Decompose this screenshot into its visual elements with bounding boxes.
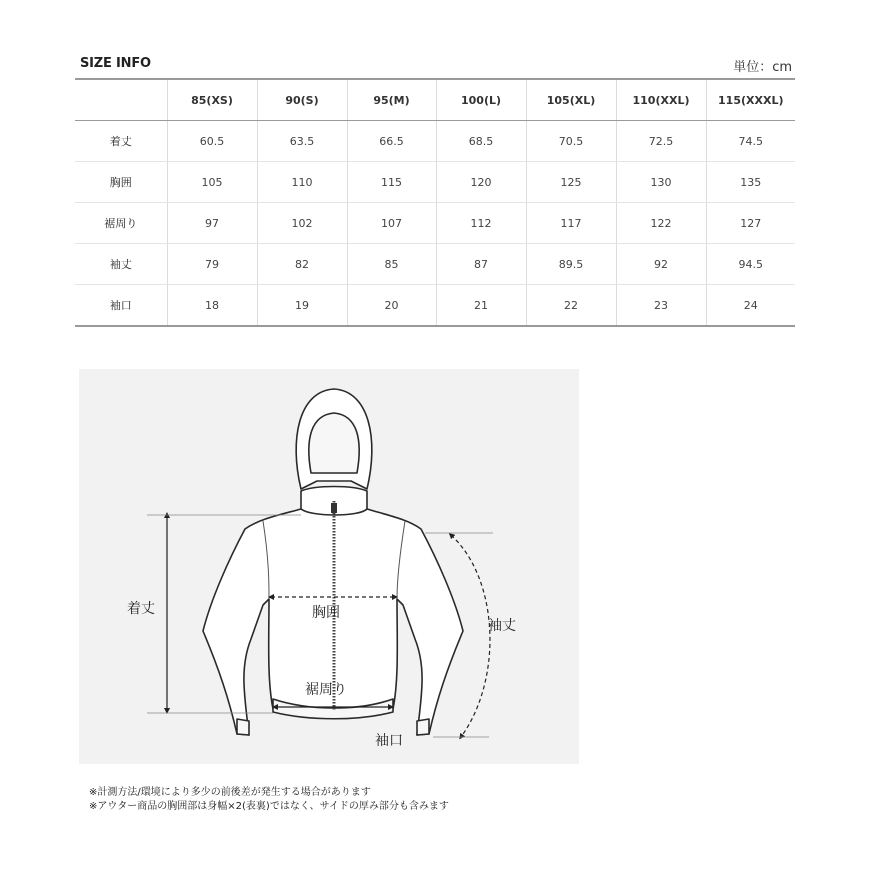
table-cell: 130	[616, 162, 706, 203]
table-row	[75, 285, 795, 327]
sleeve-label: 袖丈	[488, 618, 516, 634]
table-cell: 87	[436, 244, 526, 285]
length-label: 着丈	[127, 601, 155, 617]
hem-label: 裾周り	[305, 682, 347, 698]
table-cell: 135	[706, 162, 795, 203]
note-line: ※アウター商品の胸囲部は身幅×2(表裏)ではなく、サイドの厚み部分も含みます	[89, 801, 449, 812]
header-cell: 110(XXL)	[616, 79, 706, 121]
row-label: 袖口	[109, 299, 132, 312]
table-cell: 125	[526, 162, 616, 203]
unit-label: 単位：cm	[733, 60, 792, 75]
row-label: 袖丈	[75, 244, 167, 285]
header-cell: 85(XS)	[167, 79, 257, 121]
table-cell: 94.5	[706, 244, 795, 285]
cuff-label: 袖口	[375, 733, 403, 749]
table-cell: 72.5	[616, 121, 706, 162]
row-label: 裾周り	[75, 203, 167, 244]
header-cell: 100(L)	[436, 79, 526, 121]
size-info-title: SIZE INFO	[80, 56, 151, 71]
table-cell: 21	[436, 285, 526, 327]
table-cell: 117	[526, 203, 616, 244]
table-cell: 122	[616, 203, 706, 244]
table-row	[75, 203, 795, 244]
table-cell: 70.5	[526, 121, 616, 162]
table-cell: 60.5	[167, 121, 257, 162]
notes	[89, 786, 449, 814]
header-cell: 115(XXXL)	[706, 79, 795, 121]
table-cell: 89.5	[526, 244, 616, 285]
table-cell: 23	[616, 285, 706, 327]
table-cell: 20	[347, 285, 436, 327]
table-cell: 19	[257, 285, 347, 327]
table-cell: 82	[257, 244, 347, 285]
table-cell: 24	[706, 285, 795, 327]
table-row	[75, 162, 795, 203]
header-cell: 95(M)	[347, 79, 436, 121]
row-label: 胸囲	[75, 162, 167, 203]
table-cell: 63.5	[257, 121, 347, 162]
table-cell: 92	[616, 244, 706, 285]
table-cell: 105	[167, 162, 257, 203]
table-cell: 110	[257, 162, 347, 203]
table-cell: 120	[436, 162, 526, 203]
note-line: ※計測方法/環境により多少の前後差が発生する場合があります	[89, 787, 371, 798]
jacket-illustration	[79, 369, 579, 764]
table-cell: 74.5	[706, 121, 795, 162]
table-cell: 97	[167, 203, 257, 244]
table-header-row	[75, 79, 795, 121]
table-cell: 68.5	[436, 121, 526, 162]
header-cell: 105(XL)	[526, 79, 616, 121]
table-cell: 112	[436, 203, 526, 244]
header-cell: 90(S)	[257, 79, 347, 121]
table-cell: 107	[347, 203, 436, 244]
jacket-measurement-diagram	[79, 369, 579, 764]
header-cell	[75, 79, 167, 121]
table-cell: 79	[167, 244, 257, 285]
hood-opening	[309, 413, 359, 473]
table-cell: 22	[526, 285, 616, 327]
row-label: 着丈	[75, 121, 167, 162]
table-cell: 102	[257, 203, 347, 244]
table-cell: 85	[347, 244, 436, 285]
table-cell: 115	[347, 162, 436, 203]
left-cuff	[237, 719, 249, 735]
right-cuff	[417, 719, 429, 735]
size-table	[75, 78, 795, 327]
table-cell: 66.5	[347, 121, 436, 162]
table-row	[75, 121, 795, 162]
table-cell: 18	[167, 285, 257, 327]
zipper-pull	[331, 503, 337, 513]
chest-label: 胸囲	[312, 605, 340, 621]
table-row	[75, 244, 795, 285]
table-cell: 127	[706, 203, 795, 244]
